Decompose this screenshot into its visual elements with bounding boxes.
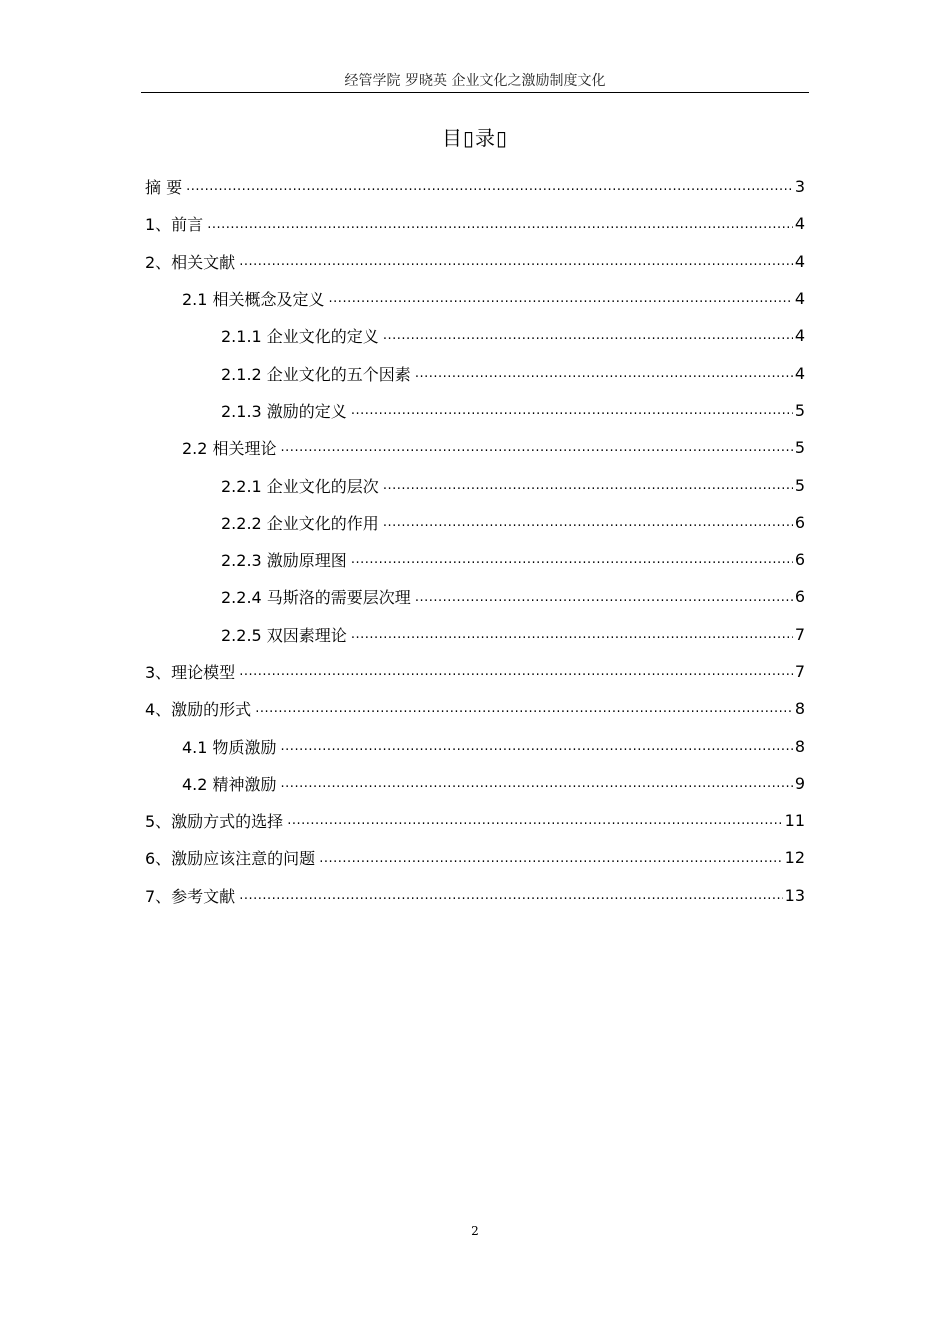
toc-entry-page: 6 — [794, 550, 805, 570]
toc-entry-page: 5 — [794, 438, 805, 458]
running-header: 经管学院 罗晓英 企业文化之激励制度文化 — [344, 73, 606, 89]
toc-entry[interactable] — [145, 877, 805, 914]
toc-entry[interactable] — [145, 466, 805, 503]
toc-leader-dots — [281, 776, 793, 802]
toc-entry-label: 摘 要 — [145, 178, 183, 198]
toc-leader-dots — [319, 851, 782, 877]
toc-leader-dots — [415, 590, 793, 616]
toc-entry-page: 13 — [784, 885, 805, 905]
toc-entry-label: 4、激励的形式 — [145, 700, 252, 720]
toc-entry-label: 2.1.2 企业文化的五个因素 — [221, 364, 411, 384]
toc-leader-dots — [383, 478, 793, 504]
toc-entry-page: 4 — [794, 214, 805, 234]
toc-entry[interactable] — [145, 765, 805, 802]
toc-entry[interactable] — [145, 541, 805, 578]
toc-leader-dots — [239, 664, 793, 690]
toc-leader-dots — [281, 739, 793, 765]
toc-entry[interactable] — [145, 205, 805, 242]
toc-entry-page: 4 — [794, 251, 805, 271]
toc-leader-dots — [329, 291, 793, 317]
toc-entry[interactable] — [145, 280, 805, 317]
toc-entry-page: 4 — [794, 289, 805, 309]
toc-entry-label: 3、理论模型 — [145, 663, 236, 682]
toc-entry-label: 1、前言 — [145, 215, 204, 235]
toc-entry-label: 2.1.1 企业文化的定义 — [221, 327, 379, 347]
toc-entry-label: 5、激励方式的选择 — [145, 812, 284, 832]
toc-leader-dots — [351, 552, 793, 578]
toc-leader-dots — [186, 179, 793, 205]
toc-leader-dots — [287, 813, 782, 839]
toc-entry-page: 11 — [784, 811, 805, 831]
toc-leader-dots — [351, 403, 793, 429]
toc-leader-dots — [239, 254, 793, 280]
toc-entry-label: 2.2.5 双因素理论 — [221, 625, 347, 645]
toc-entry-label: 2.2.3 激励原理图 — [221, 551, 347, 571]
toc-entry-page: 5 — [794, 400, 805, 420]
page-number: 2 — [471, 1224, 479, 1238]
toc-entry-page: 8 — [794, 736, 805, 756]
toc-entry-label: 7、参考文献 — [145, 886, 236, 906]
toc-entry-label: 4.1 物质激励 — [182, 737, 277, 757]
toc-entry[interactable] — [145, 653, 805, 690]
toc-leader-dots — [255, 701, 793, 727]
toc-entry[interactable] — [145, 504, 805, 541]
toc-entry-page: 9 — [794, 773, 805, 793]
toc-leader-dots — [281, 440, 793, 466]
toc-entry[interactable] — [145, 317, 805, 354]
toc-entry[interactable] — [145, 802, 805, 839]
toc-entry[interactable] — [145, 354, 805, 391]
toc-entry-page: 3 — [794, 177, 805, 197]
toc-entry-label: 4.2 精神激励 — [182, 774, 277, 794]
toc-leader-dots — [415, 366, 793, 392]
toc-entry-page: 12 — [784, 848, 805, 868]
toc-entry[interactable] — [145, 429, 805, 466]
toc-entry[interactable] — [145, 168, 805, 205]
toc-entry[interactable] — [145, 616, 805, 653]
toc-leader-dots — [239, 888, 782, 914]
toc-entry-label: 2.2.2 企业文化的作用 — [221, 513, 379, 533]
toc-leader-dots — [383, 515, 793, 541]
toc-leader-dots — [207, 217, 793, 243]
toc-leader-dots — [383, 328, 793, 354]
toc-title — [141, 122, 809, 151]
toc-entry-page: 4 — [794, 326, 805, 346]
toc-entry[interactable] — [145, 690, 805, 727]
toc-entry-label: 2.2.1 企业文化的层次 — [221, 476, 379, 496]
toc-leader-dots — [351, 627, 793, 653]
toc-entry[interactable] — [145, 839, 805, 876]
toc-entry-page: 7 — [794, 662, 805, 681]
toc-entry[interactable] — [145, 578, 805, 615]
toc-entry-label: 2.2.4 马斯洛的需要层次理 — [221, 588, 411, 608]
toc-entry-page: 4 — [794, 363, 805, 383]
toc-entry-label: 6、激励应该注意的问题 — [145, 849, 316, 869]
toc-entry-page: 6 — [794, 512, 805, 532]
toc-entry-page: 8 — [794, 699, 805, 719]
toc-entry-page: 6 — [794, 587, 805, 607]
toc-entry-label: 2.1.3 激励的定义 — [221, 401, 347, 421]
toc-title-text: 目▯录▯ — [441, 126, 508, 150]
toc-entry[interactable] — [145, 392, 805, 429]
toc-entry[interactable] — [145, 727, 805, 764]
toc-entry-page: 7 — [794, 624, 805, 644]
toc-entry-label: 2.2 相关理论 — [182, 439, 277, 459]
header-divider — [141, 92, 809, 93]
table-of-contents — [145, 168, 805, 914]
toc-entry[interactable] — [145, 243, 805, 280]
toc-entry-label: 2.1 相关概念及定义 — [182, 290, 325, 310]
toc-entry-page: 5 — [794, 475, 805, 495]
toc-entry-label: 2、相关文献 — [145, 252, 236, 272]
